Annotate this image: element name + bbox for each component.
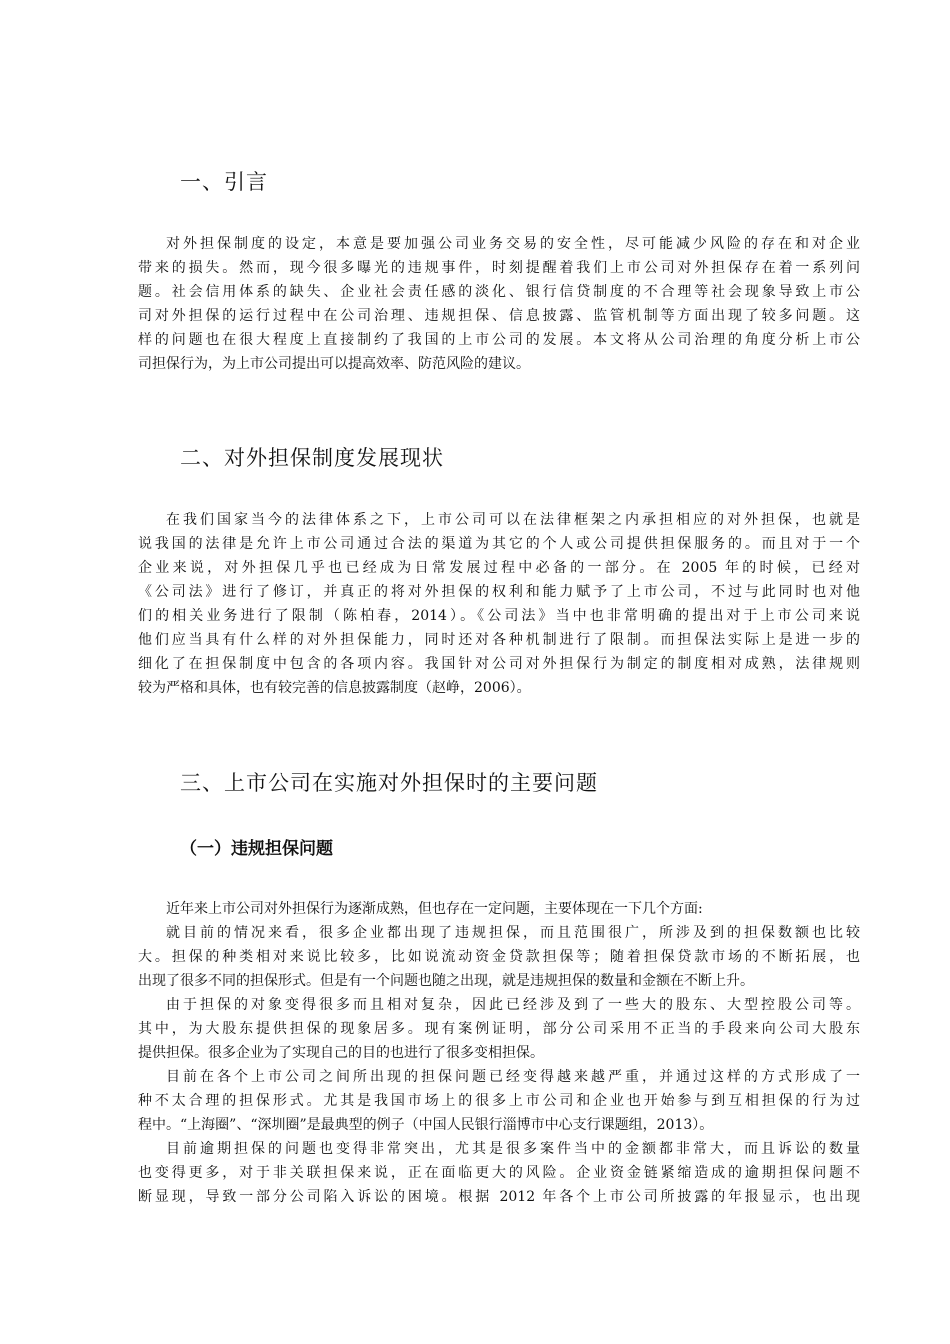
text-line: 程中。“上海圈”、“深圳圈”是最典型的例子（中国人民银行淄博市中心支行课题组，2013）。 <box>138 1117 714 1133</box>
text-line: 断显现，导致一部分公司陷入诉讼的困境。根据 2012 年各个上市公司所披露的年报显示，也出现 <box>138 1189 860 1205</box>
text-line: 也变得更多，对于非关联担保来说，正在面临更大的风险。企业资金链紧缩造成的逾期担保问题不 <box>138 1165 860 1181</box>
section-heading-status: 二、对外担保制度发展现状 <box>180 446 444 470</box>
text-line: 们的相关业务进行了限制（陈柏春，2014）。《公司法》当中也非常明确的提出对于上市公司来说 <box>138 608 860 624</box>
text-line: 带来的损失。然而，现今很多曝光的违规事件，时刻提醒着我们上市公司对外担保存在着一系列问 <box>138 260 860 276</box>
text-line: 目前在各个上市公司之间所出现的担保问题已经变得越来越严重，并通过这样的方式形成了一 <box>166 1069 860 1085</box>
text-line: 司对外担保的运行过程中在公司治理、违规担保、信息披露、监管机制等方面出现了较多问题。这 <box>138 308 860 324</box>
paragraph <box>138 232 860 376</box>
text-line: 提供担保。很多企业为了实现自己的目的也进行了很多变相担保。 <box>138 1045 544 1061</box>
text-line: 题。社会信用体系的缺失、企业社会责任感的淡化、银行信贷制度的不合理等社会现象导致上市公 <box>138 284 860 300</box>
paragraph <box>138 508 860 700</box>
section-heading-introduction: 一、引言 <box>180 170 268 194</box>
text-line: 由于担保的对象变得很多而且相对复杂，因此已经涉及到了一些大的股东、大型控股公司等。 <box>166 997 860 1013</box>
text-line: 司担保行为，为上市公司提出可以提高效率、防范风险的建议。 <box>138 356 530 372</box>
paragraph <box>138 897 860 921</box>
text-line: 对外担保制度的设定，本意是要加强公司业务交易的安全性，尽可能减少风险的存在和对企业 <box>166 236 860 252</box>
text-line: 较为严格和具体，也有较完善的信息披露制度（赵峥，2006）。 <box>138 680 531 696</box>
text-line: 企业来说，对外担保几乎也已经成为日常发展过程中必备的一部分。在 2005 年的时候，已经对 <box>138 560 860 576</box>
subsection-heading-illegal-guarantee: （一）违规担保问题 <box>180 839 333 859</box>
text-line: 目前逾期担保的问题也变得非常突出，尤其是很多案件当中的金额都非常大，而且诉讼的数量 <box>166 1141 860 1157</box>
paragraph <box>138 921 860 993</box>
text-line: 说我国的法律是允许上市公司通过合法的渠道为其它的个人或公司提供担保服务的。而且对于一个 <box>138 536 860 552</box>
section-heading-main-problems: 三、上市公司在实施对外担保时的主要问题 <box>180 771 598 795</box>
text-line: 在我们国家当今的法律体系之下，上市公司可以在法律框架之内承担相应的对外担保，也就是 <box>166 512 860 528</box>
text-line: 大。担保的种类相对来说比较多，比如说流动资金贷款担保等；随着担保贷款市场的不断拓展，也 <box>138 949 860 965</box>
text-line: 他们应当具有什么样的对外担保能力，同时还对各种机制进行了限制。而担保法实际上是进一步的 <box>138 632 860 648</box>
paragraph <box>138 1065 860 1137</box>
text-line: 其中，为大股东提供担保的现象居多。现有案例证明，部分公司采用不正当的手段来向公司大股东 <box>138 1021 860 1037</box>
paragraph <box>138 1137 860 1209</box>
text-line: 就目前的情况来看，很多企业都出现了违规担保，而且范围很广，所涉及到的担保数额也比较 <box>166 925 860 941</box>
text-line: 种不太合理的担保形式。尤其是我国市场上的很多上市公司和企业也开始参与到互相担保的行为过 <box>138 1093 860 1109</box>
text-line: 《公司法》进行了修订，并真正的将对外担保的权利和能力赋予了上市公司，不过与此同时也对他 <box>138 584 860 600</box>
text-line: 细化了在担保制度中包含的各项内容。我国针对公司对外担保行为制定的制度相对成熟，法律规则 <box>138 656 860 672</box>
text-line: 出现了很多不同的担保形式。但是有一个问题也随之出现，就是违规担保的数量和金额在不断上升。 <box>138 973 754 989</box>
text-line: 近年来上市公司对外担保行为逐渐成熟，但也存在一定问题，主要体现在一下几个方面: <box>166 901 703 917</box>
text-line: 样的问题也在很大程度上直接制约了我国的上市公司的发展。本文将从公司治理的角度分析上市公 <box>138 332 860 348</box>
paragraph <box>138 993 860 1065</box>
